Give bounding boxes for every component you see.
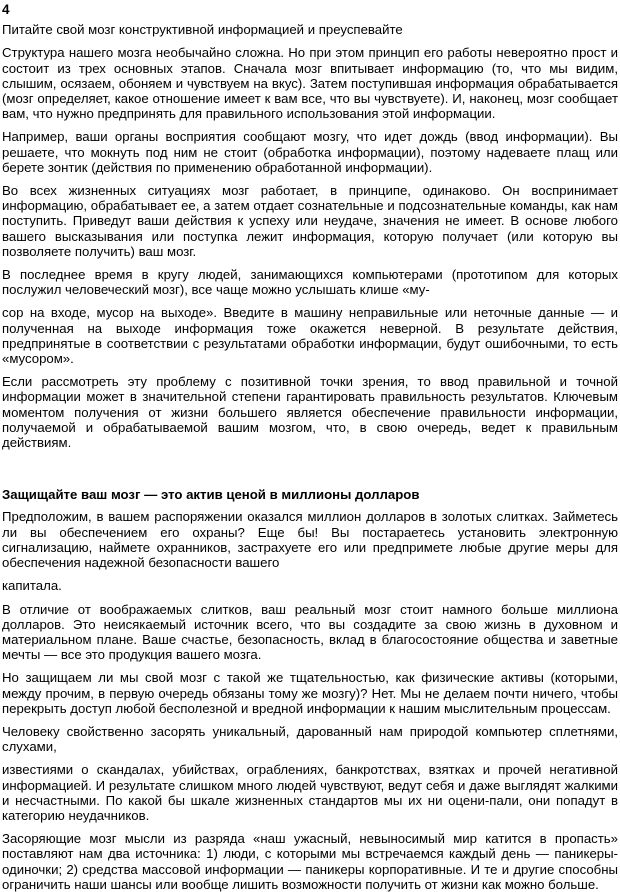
section-heading: Питайте свой мозг конструктивной информацией и преуспевайте	[2, 22, 403, 38]
paragraph: Структура нашего мозга необычайно сложна. Но при этом принцип его работы невероятно прост и состоит из трех основных этапов. Сначала мозг впитывает информацию (то, что мы видим, слышим, осязаем, обоняем и чувствуем на вкус). Затем поступившая информация обрабатывается (мозг определяет, какое отношение имеет к вам все, что вы чувствуете). И, наконец, мозг сообщает вам, что нужно предпринять для правильного использования этой информации.	[2, 45, 618, 122]
section-heading: Защищайте ваш мозг — это актив ценой в миллионы долларов	[2, 487, 420, 503]
paragraph: Предположим, в вашем распоряжении оказался миллион долларов в золотых слитках. Займетесь ли вы обеспечением его охраны? Еще бы! Вы постараетесь установить электронную сигнализацию, наймете охранников, застрахуете его или предпримете любые другие меры для обеспечения надежной безопасности вашего	[2, 509, 618, 571]
paragraph: Если рассмотреть эту проблему с позитивной точки зрения, то ввод правильной и точной информации может в значительной степени гарантировать правильность результатов. Ключевым моментом получения от жизни большего является обеспечение правильности информации, получаемой и обрабатываемой вашим мозгом, что, в свою очередь, ведет к правильным действиям.	[2, 374, 618, 451]
paragraph: В отличие от воображаемых слитков, ваш реальный мозг стоит намного больше миллиона долларов. Это неисякаемый источник всего, что вы создадите за свою жизнь в духовном и материальном плане. Ваше счастье, безопасность, вклад в благосостояние общества и заветные мечты — все это продукция вашего мозга.	[2, 601, 618, 663]
paragraph: Например, ваши органы восприятия сообщают мозгу, что идет дождь (ввод информации). Вы решаете, что мокнуть под ним не стоит (обработка информации), поэтому надеваете плащ или берете зонтик (действия по применению обработанной информации).	[2, 129, 618, 175]
paragraph: Засоряющие мозг мысли из разряда «наш ужасный, невыносимый мир катится в пропасть» поставляют нам два источника: 1) люди, с которыми мы встречаемся каждый день — паникеры-одиночки; 2) средства массовой информации — паникеры корпоративные. И те и другие способны ограничить наши шансы или вообще лишить возможности получить от жизни как можно больше.	[2, 831, 618, 892]
page-number: 4	[2, 2, 10, 17]
paragraph: В последнее время в кругу людей, занимающихся компьютерами (прототипом для которых послужил человеческий мозг), все чаще можно услышать клише «му-	[2, 267, 618, 298]
paragraph: Во всех жизненных ситуациях мозг работает, в принципе, одинаково. Он воспринимает информацию, обрабатывает ее, а затем отдает сознательные и подсознательные команды, как нам поступить. Приведут ваши действия к успеху или неудаче, значения не имеет. В основе любого вашего высказывания или поступка лежит информация, которую получает (или которую вы позволяете получить) ваш мозг.	[2, 183, 618, 259]
paragraph: сор на входе, мусор на выходе». Введите в машину неправильные или неточные данные — и полученная на выходе информация тоже окажется неверной. В результате действия, предпринятые в соответствии с результатами обработки информации, будут ошибочными, то есть «мусором».	[2, 305, 618, 367]
paragraph: капитала.	[2, 578, 62, 594]
paragraph: Но защищаем ли мы свой мозг с такой же тщательностью, как физические активы (которыми, между прочим, в первую очередь обязаны тому же мозгу)? Нет. Мы не делаем почти ничего, чтобы перекрыть доступ любой бесполезной и вредной информации к нашим мыслительным процессам.	[2, 670, 618, 716]
paragraph: Человеку свойственно засорять уникальный, дарованный нам природой компьютер сплетнями, слухами,	[2, 723, 618, 755]
paragraph: известиями о скандалах, убийствах, ограблениях, банкротствах, взятках и прочей негативной информацией. И результате слишком много людей чувствуют, ведут себя и даже выглядят жалкими и несчастными. По какой бы шкале жизненных стандартов мы их ни оцени-пали, они попадут в категорию неудачников.	[2, 762, 618, 823]
